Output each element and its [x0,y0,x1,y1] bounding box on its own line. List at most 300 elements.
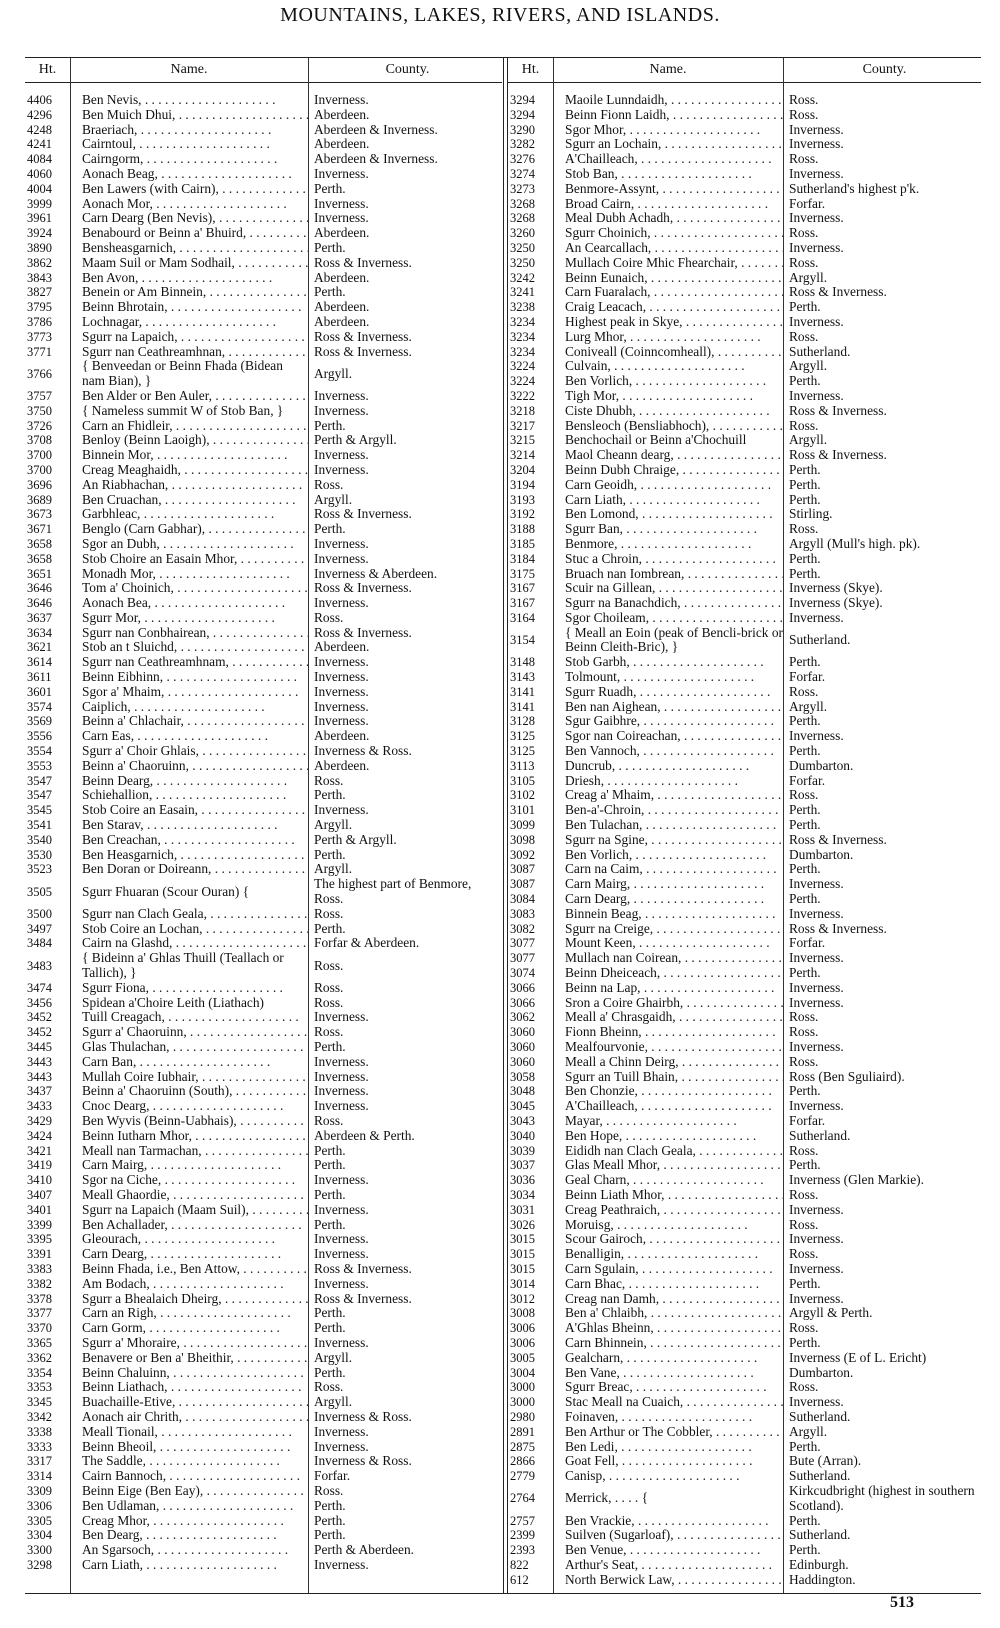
county-cell: Perth. [314,1527,346,1543]
table-row [25,803,502,818]
county-cell: Perth. [314,239,346,255]
county-cell: Inverness. [314,802,369,818]
table-row [508,152,981,167]
name-cell: Sgurr Fhuaran (Scour Ouran) { [82,884,250,899]
name-cell: Ben nan Aighean, . . . [553,700,783,715]
county-cell: Ross. [789,1246,819,1262]
name-cell: Sgurr Breac, . . . [553,1380,783,1395]
height-cell: 3224 [510,359,535,374]
name-cell: Stob Choire an Easain Mhor, . . . [70,552,308,567]
county-cell: Ross & Inverness. [314,1260,412,1276]
county-cell: Ross. [789,254,819,270]
height-cell: 3062 [510,1010,535,1025]
name-cell: Sgurr a Bhealaich Dheirg, . . . [70,1292,308,1307]
height-cell: 4241 [27,137,52,152]
height-cell: 3294 [510,93,535,107]
county-cell: Perth. [789,491,821,507]
county-cell: Ross & Inverness. [314,580,412,596]
county-cell: Forfar & Aberdeen. [314,935,420,951]
county-cell: Inverness. [789,121,844,137]
table-row [508,167,981,182]
table-row [508,922,981,937]
county-cell: Perth. [314,1364,346,1380]
name-cell: Glas Meall Mhor, . . . [553,1158,783,1173]
height-cell: 3443 [27,1069,52,1084]
table-row [25,1514,502,1529]
name-cell: Sgurr nan Conbhairean, . . . [70,626,308,641]
height-cell: 4004 [27,181,52,196]
table-row [508,1055,981,1070]
table-row [25,1277,502,1292]
county-cell: Dumbarton. [789,846,854,862]
name-cell: { Meall an Eoin (peak of Bencli-brick or Beinn Cleith-Bric), } [565,625,783,655]
table-row [25,256,502,271]
county-cell: Inverness & Ross. [314,1453,412,1469]
name-cell: Mullach nan Coirean, . . . [553,951,783,966]
county-cell: Inverness. [789,210,844,226]
county-cell: Ross. [789,1320,819,1336]
county-cell: Perth. [314,1497,346,1513]
height-cell: 3483 [27,958,52,973]
table-row [25,685,502,700]
county-cell: Inverness. [314,654,369,670]
table-row [508,300,981,315]
name-cell: Beinn Dearg, . . . [70,774,308,789]
county-cell: Ross & Inverness. [314,506,412,522]
table-row [25,1262,502,1277]
height-cell: 3141 [510,699,535,714]
height-cell: 3185 [510,536,535,551]
name-cell: An Riabhachan, . . . [70,478,308,493]
county-cell: Dumbarton. [789,757,854,773]
county-cell: Inverness. [789,728,844,744]
name-cell: Benein or Am Binnein, . . . [70,285,308,300]
name-cell: Bensheasgarnich, . . . [70,241,308,256]
height-cell: 3101 [510,803,535,818]
county-cell: Inverness. [314,535,369,551]
county-cell: Perth & Argyll. [314,831,397,847]
county-cell: Perth. [314,1157,346,1173]
county-cell: Inverness. [789,1201,844,1217]
county-cell: Ross. [314,772,344,788]
county-cell: Perth. [789,550,821,566]
height-cell: 3556 [27,729,52,744]
height-cell: 3395 [27,1232,52,1247]
table-row [508,1469,981,1484]
name-cell: Sgor na Ciche, . . . [70,1173,308,1188]
table-row [25,419,502,434]
table-row [25,907,502,922]
table-row [508,700,981,715]
height-cell: 3125 [510,729,535,744]
table-row [25,1395,502,1410]
table-row [25,1484,502,1499]
county-cell: Argyll. [314,365,353,381]
county-cell: Inverness. [789,1039,844,1054]
table-row [25,1469,502,1484]
table-header [25,58,502,83]
height-cell: 3087 [510,862,535,877]
name-cell: Beinn na Lap, . . . [553,981,783,996]
name-cell: Ciste Dhubh, . . . [553,404,783,419]
county-cell: Forfar. [789,772,826,788]
county-cell: Perth. [789,654,821,670]
height-cell: 3290 [510,122,535,137]
table-row [25,1188,502,1203]
table-row [508,1543,981,1558]
height-cell: 3241 [510,285,535,300]
name-cell: Carn Gorm, . . . [70,1321,308,1336]
name-cell: Ben Creachan, . . . [70,833,308,848]
table-row [508,433,981,448]
table-row [25,655,502,670]
name-cell: Beinn Dubh Chraige, . . . [553,463,783,478]
height-cell: 3125 [510,744,535,759]
name-cell: Sgor nan Coireachan, . . . [553,729,783,744]
height-cell: 3040 [510,1128,535,1143]
height-cell: 3015 [510,1232,535,1247]
height-cell: 3074 [510,966,535,981]
county-cell: Inverness (E of L. Ericht) [789,1349,927,1365]
name-cell: Tom a' Choinich, . . . [70,581,308,596]
table-row [25,670,502,685]
height-cell: 3547 [27,788,52,803]
height-cell: 3505 [27,884,52,899]
height-cell: 4296 [27,107,52,122]
table-row [25,818,502,833]
county-cell: Perth. [314,1142,346,1158]
county-cell: Ross. [789,106,819,122]
name-cell: Mount Keen, . . . [553,936,783,951]
county-cell: Ross. [314,979,344,995]
name-cell: Carn Liath, . . . [553,493,783,508]
table-row [25,1336,502,1351]
table-row [508,1366,981,1381]
county-cell: Inverness. [314,1246,369,1262]
county-cell: Argyll. [789,269,828,285]
height-cell: 3399 [27,1217,52,1232]
name-cell: Beinn Eige (Ben Eay), . . . [70,1484,308,1499]
table-row [508,1262,981,1277]
height-cell: 3282 [510,137,535,152]
county-cell: Aberdeen & Inverness. [314,121,438,137]
table-row [25,596,502,611]
table-row [508,256,981,271]
table-row [25,507,502,522]
name-cell: Benchochail or Beinn a'Chochuill [565,433,747,448]
name-cell: Mayar, . . . [553,1114,783,1129]
county-cell: Inverness & Aberdeen. [314,565,438,581]
table-row [508,478,981,493]
name-cell: Beinn Bhrotain, . . . [70,300,308,315]
name-cell: Braeriach, . . . [70,123,308,138]
table-row [508,330,981,345]
height-cell: 3268 [510,211,535,226]
height-cell: 3401 [27,1202,52,1217]
county-cell: Inverness. [314,1231,369,1247]
height-cell: 3012 [510,1291,535,1306]
table-row [25,774,502,789]
height-cell: 822 [510,1557,529,1572]
name-cell: Ben Lawers (with Cairn), . . . [70,182,308,197]
height-cell: 3545 [27,803,52,818]
table-row [25,1410,502,1425]
county-cell: Perth. [789,565,821,581]
county-cell: Aberdeen. [314,269,370,285]
county-cell: Perth. [314,1039,346,1054]
table-row [508,1025,981,1040]
county-cell: Argyll. [314,1394,353,1410]
height-cell: 3060 [510,1054,535,1069]
height-cell: 3026 [510,1217,535,1232]
height-cell: 3689 [27,492,52,507]
height-cell: 3014 [510,1276,535,1291]
header-name: Name. [649,62,687,77]
height-cell: 3601 [27,684,52,699]
table-row [25,1321,502,1336]
height-cell: 3795 [27,300,52,315]
table-row [25,182,502,197]
county-cell: Inverness. [314,698,369,714]
county-cell: Argyll (Mull's high. pk). [789,535,921,551]
table-row [25,493,502,508]
table-row [508,211,981,226]
county-cell: Perth. [789,1157,821,1173]
name-cell: Sgurr an Lochain, . . . [553,137,783,152]
name-cell: Sron a Coire Ghairbh, . . . [553,996,783,1011]
county-cell: Stirling. [789,506,833,522]
height-cell: 3317 [27,1454,52,1469]
column-divider [783,58,784,1593]
table-row [508,1380,981,1395]
table-row [508,1410,981,1425]
height-cell: 3006 [510,1321,535,1336]
name-cell: Ben Vane, . . . [553,1366,783,1381]
name-cell: Stuc a Chroin, . . . [553,552,783,567]
height-cell: 3184 [510,551,535,566]
table-row [508,892,981,907]
county-cell: Haddington. [789,1571,856,1587]
height-cell: 3338 [27,1424,52,1439]
table-row [508,448,981,463]
table-row [25,211,502,226]
county-cell: Inverness. [789,239,844,255]
table-row [508,389,981,404]
table-row [25,552,502,567]
county-cell: Inverness. [314,195,369,211]
table-row [508,981,981,996]
height-cell: 2866 [510,1454,535,1469]
height-cell: 3391 [27,1247,52,1262]
table-row [508,137,981,152]
county-cell: Sutherland. [789,1127,851,1143]
height-cell: 3433 [27,1099,52,1114]
height-cell: 3554 [27,744,52,759]
table-row [508,907,981,922]
table-row [25,330,502,345]
table-row [508,655,981,670]
county-cell: Inverness. [789,1260,844,1276]
table-row [25,1454,502,1469]
name-cell: Sgor Mhor, . . . [553,123,783,138]
name-cell: Ben Wyvis (Beinn-Uabhais), . . . [70,1114,308,1129]
county-cell: Forfar. [789,935,826,951]
county-cell: Ross & Inverness. [314,1290,412,1306]
name-cell: Creag a' Mhaim, . . . [553,788,783,803]
height-cell: 3671 [27,522,52,537]
table-row [508,1114,981,1129]
name-cell: Sgor a' Mhaim, . . . [70,685,308,700]
header-name: Name. [170,62,208,77]
table-row [25,108,502,123]
county-cell: Edinburgh. [789,1556,849,1572]
name-cell: Ben Ledi, . . . [553,1440,783,1455]
height-cell: 3773 [27,329,52,344]
county-cell: Perth & Aberdeen. [314,1542,415,1558]
name-cell: Highest peak in Skye, . . . [553,315,783,330]
height-cell: 3530 [27,847,52,862]
name-cell: Tuill Creagach, . . . [70,1010,308,1025]
name-cell: Sgurr an Tuill Bhain, . . . [553,1070,783,1085]
table-row [508,951,981,966]
table-row [25,1440,502,1455]
county-cell: Ross. [789,1186,819,1202]
name-cell: Sgur Gaibhre, . . . [553,714,783,729]
table-row [25,1351,502,1366]
table-row [25,93,502,108]
height-cell: 3154 [510,633,535,648]
height-cell: 3148 [510,655,535,670]
name-cell: Bruach nan Iombrean, . . . [553,567,783,582]
table-row [25,1232,502,1247]
height-cell: 3300 [27,1543,52,1558]
county-cell: Aberdeen. [314,106,370,122]
table-row [508,788,981,803]
county-cell: Ross. [789,787,819,803]
height-cell: 3574 [27,699,52,714]
table-row [508,1218,981,1233]
name-cell: Benglo (Carn Gabhar), . . . [70,522,308,537]
name-cell: Carn Sgulain, . . . [553,1262,783,1277]
county-cell: Perth. [314,1305,346,1321]
county-cell: Perth. [314,1320,346,1336]
name-cell: A'Chailleach, . . . [553,152,783,167]
name-cell: Benavere or Ben a' Bheithir, . . . [70,1351,308,1366]
name-cell: Mealfourvonie, . . . [553,1040,783,1055]
county-cell: Inverness. [789,994,844,1010]
table-row [508,1040,981,1055]
county-cell: Inverness. [314,683,369,699]
name-cell: Buachaille-Etive, . . . [70,1395,308,1410]
height-cell: 3143 [510,670,535,685]
table-row [508,552,981,567]
height-cell: 3786 [27,314,52,329]
table-row [25,478,502,493]
table-row [25,300,502,315]
table-right-half [508,58,981,1593]
table-row [25,1558,502,1573]
county-cell: Sutherland. [789,632,851,648]
county-cell: Inverness. [314,402,369,418]
height-cell: 3092 [510,847,535,862]
height-cell: 3611 [27,670,52,685]
name-cell: Gealcharn, . . . [553,1351,783,1366]
county-cell: Perth & Argyll. [314,432,397,448]
county-cell: Inverness. [789,313,844,329]
height-cell: 3141 [510,684,535,699]
county-cell: Argyll. [789,698,828,714]
name-cell: Carn Geoidh, . . . [553,478,783,493]
table-row [25,581,502,596]
name-cell: Arthur's Seat, . . . [553,1558,783,1573]
height-cell: 3377 [27,1306,52,1321]
county-cell: Ross. [789,1379,819,1395]
name-cell: Cairngorm, . . . [70,152,308,167]
height-cell: 3547 [27,773,52,788]
height-cell: 3214 [510,448,535,463]
county-cell: Inverness. [314,550,369,566]
table-row [25,1380,502,1395]
table-row [508,1247,981,1262]
name-cell: Beinn a' Chlachair, . . . [70,714,308,729]
name-cell: Ben Venue, . . . [553,1543,783,1558]
height-cell: 2393 [510,1543,535,1558]
table-row [508,1528,981,1543]
table-row [508,1173,981,1188]
page-number: 513 [890,1594,914,1611]
table-row [508,596,981,611]
table-row [508,862,981,877]
table-row [508,1084,981,1099]
height-cell: 2980 [510,1409,535,1424]
table-row [25,315,502,330]
name-cell: Cnoc Dearg, . . . [70,1099,308,1114]
column-divider [308,58,309,1593]
name-cell: Ben Lomond, . . . [553,507,783,522]
county-cell: Sutherland. [789,1408,851,1424]
table-row [25,285,502,300]
county-cell: Inverness. [314,461,369,477]
county-cell: Inverness. [314,92,369,107]
height-cell: 3424 [27,1128,52,1143]
name-cell: Carn Dearg, . . . [70,1247,308,1262]
name-cell: Cairn na Glashd, . . . [70,936,308,951]
table-row [25,1158,502,1173]
county-cell: Inverness. [314,1083,369,1099]
table-row [25,759,502,774]
height-cell: 3634 [27,625,52,640]
height-cell: 612 [510,1572,529,1587]
table-row [508,996,981,1011]
name-cell: The Saddle, . . . [70,1454,308,1469]
table-row [25,1543,502,1558]
table-header [508,58,981,83]
name-cell: Ben Nevis, . . . [70,93,308,108]
table-row [508,1277,981,1292]
county-cell: Inverness. [789,387,844,403]
county-cell: Ross. [314,1024,344,1040]
county-cell: Inverness. [314,1053,369,1069]
name-cell: Bensleoch (Bensliabhoch), . . . [553,419,783,434]
height-cell: 3066 [510,995,535,1010]
table-row [25,936,502,951]
table-row [508,1070,981,1085]
height-cell: 3999 [27,196,52,211]
county-cell: Ross & Inverness. [314,254,412,270]
county-cell: Inverness. [314,1334,369,1350]
height-cell: 3365 [27,1335,52,1350]
county-cell: Perth. [314,284,346,300]
